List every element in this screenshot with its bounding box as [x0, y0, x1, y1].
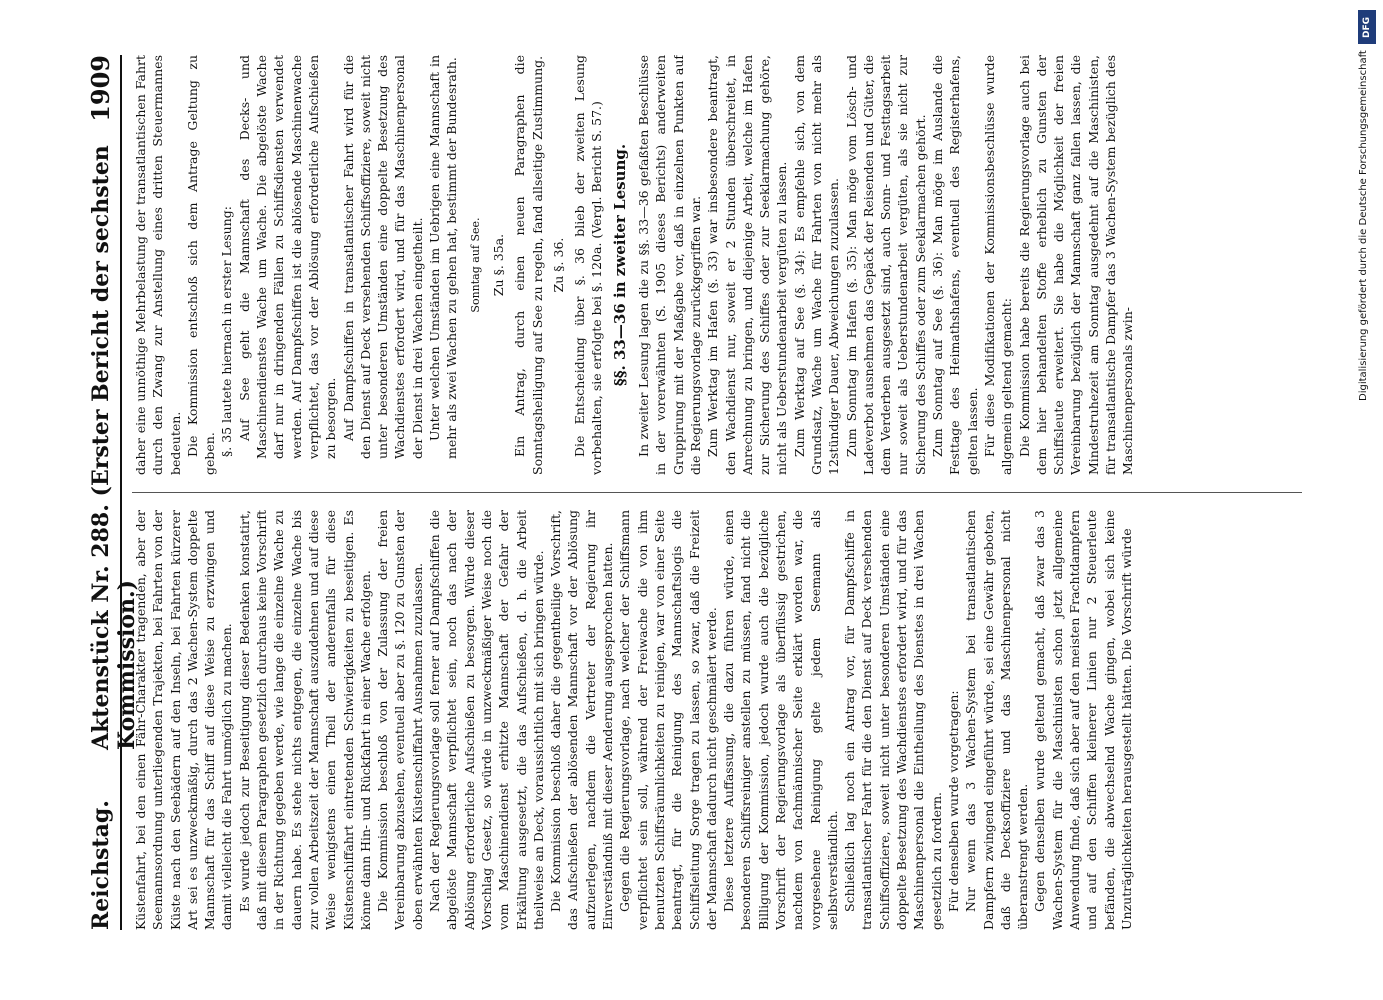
paragraph: Die Kommission entschloß sich dem Antrage Geltung zu geben.: [184, 55, 218, 475]
paragraph: Für denselben wurde vorgetragen:: [945, 690, 961, 912]
column-divider: [132, 492, 1302, 493]
paragraph: Zum Werktag im Hafen (§. 33) war insbesondere beantragt, den Wachdienst nur, soweit er 2 Stunden überschreitet, in Anrechnung zu bringen, und diejenige Arbeit, welche im Hafen zur Sicherung des Schiffes oder zur Seeklarmachung gehöre, nicht als Ueberstundenarbeit vergüten zu lassen.: [705, 55, 790, 475]
paragraph: Ein Antrag, durch einen neuen Paragraphen die Sonntagsheiligung auf See zu regeln, fand allseitige Zustimmung.: [512, 55, 545, 475]
left-column: [132, 510, 1302, 930]
paragraph: daher eine unnöthige Mehrbelastung der transatlantischen Fahrt durch den Zwang zur Anstellung eines dritten Steuermannes bedeuten.: [133, 55, 183, 475]
paragraph: Diese letztere Auffassung, die dazu führen würde, einen besonderen Schiffsreiniger anstellen zu müssen, fand nicht die Billigung der Kommission, jedoch wurde auch die bezügliche Vorschrift der Regierungsvorlage als überflüssig gestrichen, nachdem von fachmännischer Seite erklärt worden war, die vorgesehene Reinigung gelte jedem Seemann als selbstverständlich.: [721, 510, 840, 930]
quoted-paragraph: Auf See geht die Mannschaft des Decks- und Maschinendienstes Wache um Wache. Die abgelöste Wache darf nur in dringenden Fällen zu Schiffsdiensten verwendet werden. Auf Dampfschiffen ist die ablösende Maschinenwache verpflichtet, das vor der Ablösung erforderliche Aufschießen zu besorgen.: [236, 55, 339, 459]
paragraph: Küstenfahrt, bei den einen Fähr-Charakter tragenden, aber der Seemannsordnung unterliegenden Trajekten, bei Fahrten von der Küste nach den Seebädern auf den Inseln, bei Fahrten kürzerer Art sei es unzweckmäßig, durch das 2 Wachen-System doppelte Mannschaft für das Schiff auf diese Weise zu erzwingen und damit vielleicht die Fahrt unmöglich zu machen.: [133, 510, 235, 930]
paragraph: Die Kommission beschloß von der Zulassung der freien Vereinbarung abzusehen, eventuell aber zu §. 120 zu Gunsten der oben erwähnten Küstenschiffahrt Ausnahmen zuzulassen.: [375, 510, 425, 930]
document-page: [80, 55, 1310, 930]
right-column: [132, 55, 1302, 475]
quoted-paragraph: Unter welchen Umständen im Uebrigen eine Mannschaft in mehr als zwei Wachen zu gehen hat, bestimmt der Bundesrath.: [427, 55, 460, 459]
section-heading: Zu §. 36.: [550, 237, 566, 293]
paragraph: In zweiter Lesung lagen die zu §§. 33—36 gefaßten Beschlüsse in der vorerwähnten (S. 1905 dieses Berichts) anderweiten Gruppirung mit der Maßgabe vor, daß in einzelnen Punkten auf die Regierungsvorlage zurückgegriffen war.: [636, 55, 703, 475]
paragraph: Schließlich lag noch ein Antrag vor, für Dampfschiffe in transatlantischer Fahrt für die den Dienst auf Deck versehenden Schiffsoffiziere, soweit nicht unter besonderen Umständen eine doppelte Besetzung des Wachdienstes erfordert wird, und für das Maschinenpersonal die Eintheilung des Dienstes in drei Wachen gesetzlich zu fordern.: [842, 510, 944, 930]
quoted-paragraph: Auf Dampfschiffen in transatlantischer Fahrt wird für die den Dienst auf Deck versehenden Schiffsoffiziere, soweit nicht unter besonderen Umständen eine doppelte Besetzung des Wachdienstes erfordert wird, und für das Maschinenpersonal der Dienst in drei Wachen eingetheilt.: [340, 55, 425, 459]
digitization-sidebar: [1356, 6, 1380, 994]
section-subtitle: Sonntag auf See.: [468, 217, 482, 313]
paragraph: Für diese Modifikationen der Kommissionsbeschlüsse wurde allgemein geltend gemacht:: [981, 55, 1015, 475]
paragraph: Die Kommission beschloß daher die gegentheilige Vorschrift, das Aufschießen der ablösenden Mannschaft vor der Ablösung aufzuerlegen, nachdem die Vertreter der Regierung ihr Einverständniß mit dieser Aenderung ausgesprochen hatten.: [548, 510, 616, 930]
paragraph: §. 35 lautete hiernach in erster Lesung:: [219, 206, 235, 457]
header-title: Aktenstück Nr. 288. (Erster Bericht der sechsten Kommission.): [88, 145, 140, 750]
funding-note: Digitalisierung gefördert durch die Deutsche Forschungsgemeinschaft: [1358, 50, 1369, 401]
page-header: [80, 55, 140, 930]
dfg-logo: DFG: [1358, 10, 1376, 44]
section-heading: Zu §. 35a.: [490, 233, 506, 297]
paragraph: Die Kommission habe bereits die Regierungsvorlage auch bei dem hier behandelten Stoffe erheblich zu Gunsten der Schiffsleute erweitert. Sie habe die Möglichkeit der freien Vereinbarung bezüglich der Mannschaft ganz fallen lassen, die Mindestruhezeit am Sonntag ausgedehnt auf die Maschinisten, für transatlantische Dampfer das 3 Wachen-System bezüglich des Maschinenpersonals zwin-: [1016, 55, 1136, 475]
header-left: Reichstag.: [88, 800, 114, 930]
paragraph: Zum Werktag auf See (§. 34): Es empfehle sich, von dem Grundsatz, Wache um Wache für Fahrten von nicht mehr als 12stündiger Dauer, Abweichungen zuzulassen.: [791, 55, 842, 475]
paragraph: Nur wenn das 3 Wachen-System bei transatlantischen Dampfern zwingend eingeführt würde, sei eine Gewähr geboten, daß die Decksoffiziere und das Maschinenpersonal nicht überanstrengt werden.: [963, 510, 1031, 930]
paragraph: Die Entscheidung über §. 36 blieb der zweiten Lesung vorbehalten, sie erfolgte bei §. 120a. (Vergl. Bericht S. 57.): [572, 55, 605, 475]
paragraph: Gegen denselben wurde geltend gemacht, daß zwar das 3 Wachen-System für die Maschinisten schon jetzt allgemeine Anwendung finde, daß sich aber auf den meisten Frachtdampfern und auf den Schiffen kleinerer Linien nur 2 Steuerleute befänden, die abwechselnd Wache gingen, wobei sich keine Unzuträglichkeiten herausgestellt hätten. Die Vorschrift würde: [1032, 510, 1134, 930]
paragraph: Nach der Regierungsvorlage soll ferner auf Dampfschiffen die abgelöste Mannschaft verpflichtet sein, noch das nach der Ablösung erforderliche Aufschießen zu besorgen. Würde dieser Vorschlag Gesetz, so würde in unzweckmäßiger Weise noch die vom Maschinendienst erhitzte Mannschaft der Gefahr der Erkältung ausgesetzt, die das Aufschießen, d. h. die Arbeit theilweise an Deck, voraussichtlich mit sich bringen würde.: [427, 510, 546, 930]
header-year: 1909: [86, 55, 115, 122]
paragraph: Zum Sonntag im Hafen (§. 35): Man möge vom Lösch- und Ladeverbot ausnehmen das Gepäck der Reisenden und Güter, die dem Verderben ausgesetzt sind, auch Sonn- und Festtagsarbeit nur soweit als Ueberstundenarbeit vergüten, als sie nicht zur Sicherung des Schiffes oder zum Seeklarmachen gehört.: [843, 55, 928, 475]
section-heading-bold: §§. 33—36 in zweiter Lesung.: [610, 143, 629, 387]
paragraph: Es wurde jedoch zur Beseitigung dieser Bedenken konstatirt, daß mit diesem Paragraphen gesetzlich durchaus keine Vorschrift in der Richtung gegeben werde, wie lange die einzelne Wache zu dauern habe. Es stehe nichts entgegen, die einzelne Wache bis zur vollen Arbeitszeit der Mannschaft auszudehnen und auf diese Weise wenigstens einen Theil der anderenfalls für diese Küstenschiffahrt eintretenden Schwierigkeiten zu beseitigen. Es könne dann Hin- und Rückfahrt in einer Wache erfolgen.: [236, 510, 373, 930]
paragraph: Gegen die Regierungsvorlage, nach welcher der Schiffsmann verpflichtet sein soll, während der Freiwache die von ihm benutzten Schiffsräumlichkeiten zu reinigen, war von einer Seite beantragt, für die Reinigung des Mannschaftslogis die Schiffsleitung Sorge tragen zu lassen, so zwar, daß die Freizeit der Mannschaft dadurch nicht geschmälert werde.: [617, 510, 719, 930]
paragraph: Zum Sonntag auf See (§. 36): Man möge im Auslande die Festtage des Heimathshafens, eventuell des Registerhafens, gelten lassen.: [930, 55, 980, 475]
